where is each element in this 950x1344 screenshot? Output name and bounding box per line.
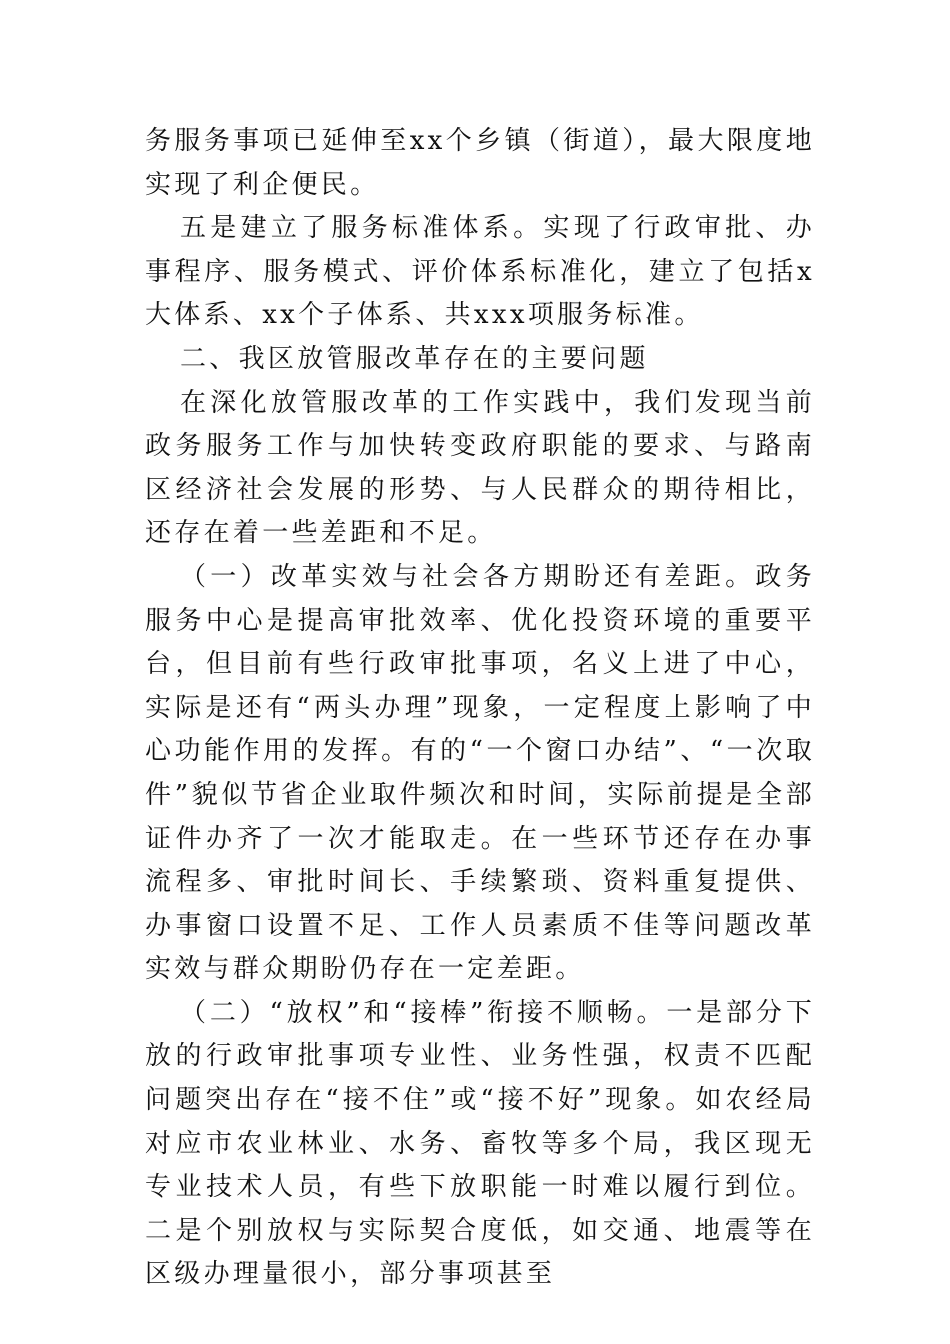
paragraph-delegation-handover: （二）“放权”和“接棒”衔接不顺畅。一是部分下放的行政审批事项专业性、业务性强，权责不匹配问题突出存在“接不住”或“接不好”现象。如农经局对应市农业林业、水务、畜牧等多个局，我区现无专业技术人员，有些下放职能一时难以履行到位。二是个别放权与实际契合度低，如交通、地震等在区级办理量很小，部分事项甚至 — [145, 997, 815, 1290]
paragraph-problems-intro: 在深化放管服改革的工作实践中，我们发现当前政务服务工作与加快转变政府职能的要求、与路南区经济社会发展的形势、与人民群众的期待相比，还存在着一些差距和不足。 — [145, 387, 815, 549]
section-heading-main-problems: 二、我区放管服改革存在的主要问题 — [180, 343, 649, 374]
paragraph-continuation: 务服务事项已延伸至xx个乡镇（街道），最大限度地实现了利企便民。 — [145, 126, 815, 200]
paragraph-service-standards: 五是建立了服务标准体系。实现了行政审批、办事程序、服务模式、评价体系标准化，建立了包括x大体系、xx个子体系、共xxx项服务标准。 — [145, 213, 815, 331]
document-body — [145, 120, 815, 1297]
paragraph-reform-effectiveness: （一）改革实效与社会各方期盼还有差距。政务服务中心是提高审批效率、优化投资环境的重要平台，但目前有些行政审批事项，名义上进了中心，实际是还有“两头办理”现象，一定程度上影响了中心功能作用的发挥。有的“一个窗口办结”、“一次取件”貌似节省企业取件频次和时间，实际前提是全部证件办齐了一次才能取走。在一些环节还存在办事流程多、审批时间长、手续繁琐、资料重复提供、办事窗口设置不足、工作人员素质不佳等问题改革实效与群众期盼仍存在一定差距。 — [145, 561, 815, 985]
